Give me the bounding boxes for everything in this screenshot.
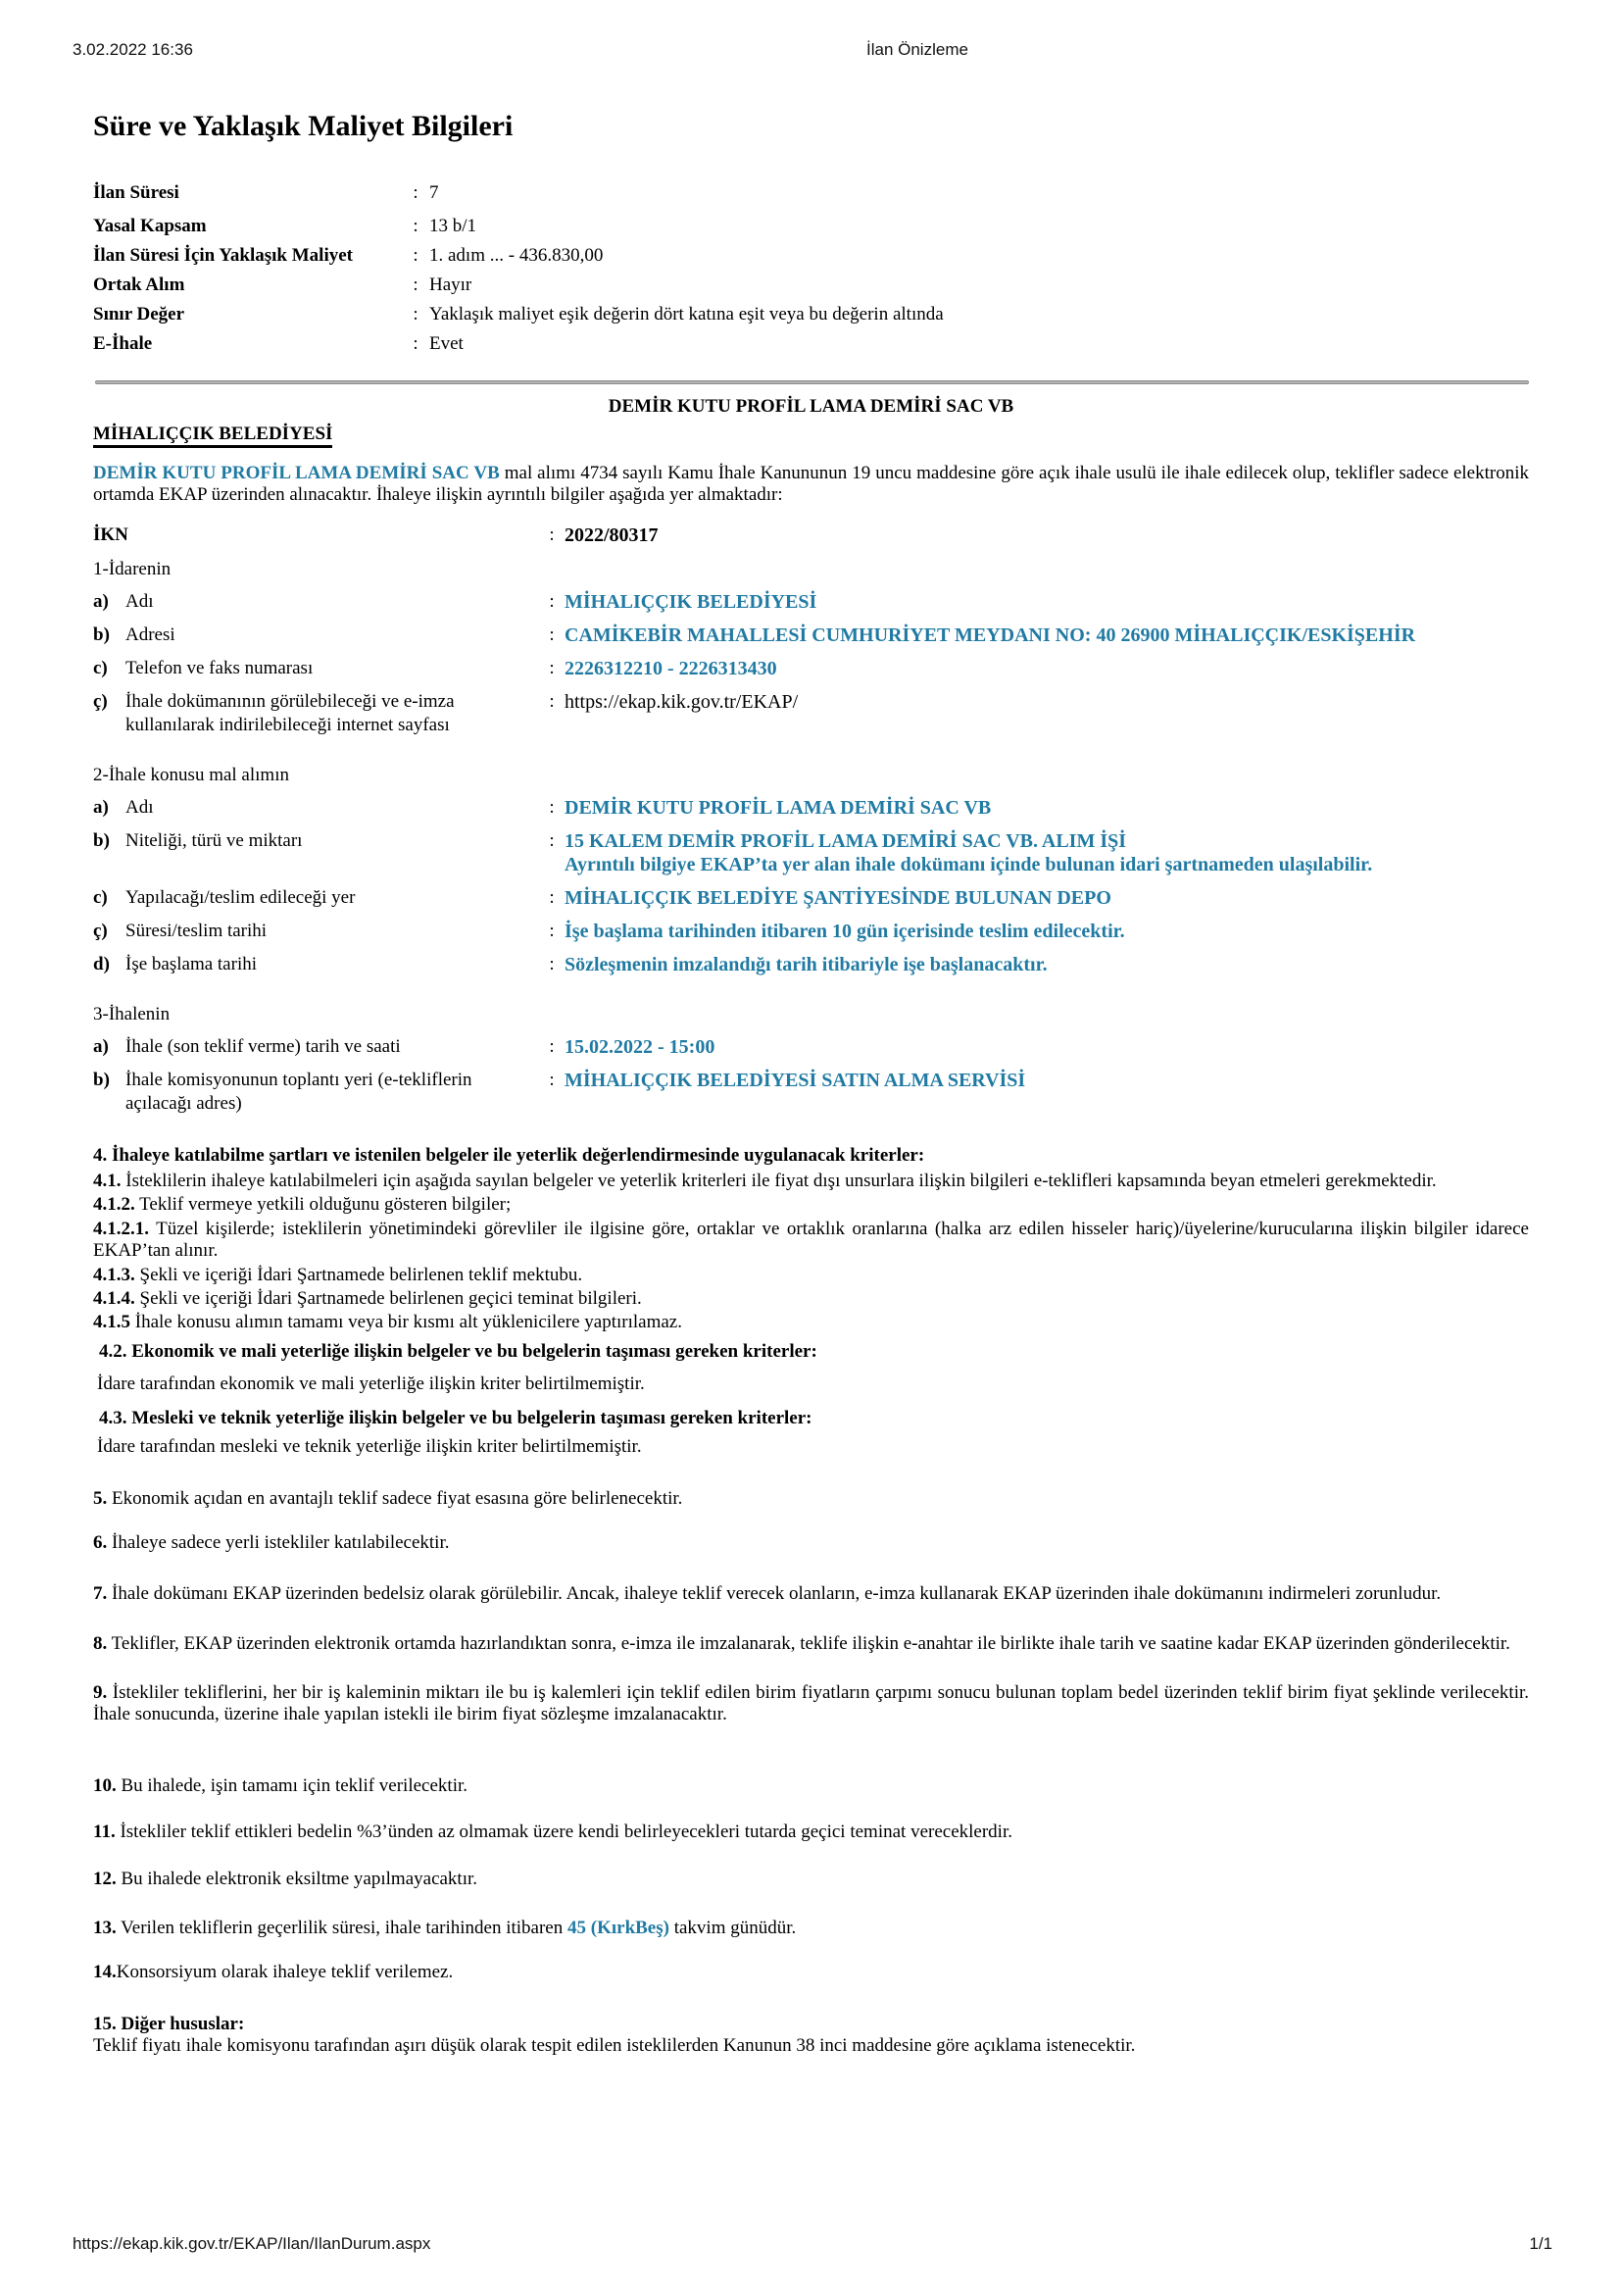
- colon-separator: :: [413, 216, 418, 236]
- article-text: Konsorsiyum olarak ihaleye teklif verilemez.: [116, 1962, 454, 1982]
- row-label: Yapılacağı/teslim edileceği yer: [125, 887, 356, 908]
- article-5: [93, 1488, 1529, 1510]
- section-heading-ihale: 3-İhalenin: [93, 1004, 171, 1024]
- colon-separator: :: [549, 921, 555, 941]
- row-value: İşe başlama tarihinden itibaren 10 gün içerisinde teslim edilecektir.: [565, 921, 1125, 942]
- article-text: Bu ihalede elektronik eksiltme yapılmayacaktır.: [116, 1869, 478, 1889]
- article-text: Teklifler, EKAP üzerinden elektronik ortamda hazırlandıktan sonra, e-imza ile imzalanarak, teklife ilişkin e-anahtar ile birlikte ihale tarih ve saatine kadar EKAP üzerinden gönderilecektir.: [107, 1633, 1510, 1654]
- detail-row-idare-adres: [93, 624, 1529, 647]
- article-text: Şekli ve içeriği İdari Şartnamede belirlenen geçici teminat bilgileri.: [134, 1288, 642, 1309]
- summary-row-ilan-suresi: [93, 178, 944, 212]
- summary-table: [93, 178, 944, 359]
- article-15: [93, 2014, 1529, 2035]
- notice-subject-title: DEMİR KUTU PROFİL LAMA DEMİRİ SAC VB: [608, 396, 1014, 417]
- row-value: Sözleşmenin imzalandığı tarih itibariyle işe başlanacaktır.: [565, 954, 1048, 975]
- summary-label: Ortak Alım: [93, 275, 185, 295]
- article-4-2: [93, 1341, 1529, 1363]
- section-heading-idare: 1-İdarenin: [93, 559, 172, 579]
- summary-value: Evet: [429, 333, 464, 354]
- article-text: Ekonomik açıdan en avantajlı teklif sadece fiyat esasına göre belirlenecektir.: [107, 1488, 683, 1509]
- article-number: 6.: [93, 1532, 108, 1553]
- intro-text: mal alımı 4734 sayılı Kamu İhale Kanununun 19 uncu maddesine göre açık ihale usulü ile ihale edilecek olup, teklifler sadece elektronik ortamda EKAP üzerinden alınacaktır. İhaleye ilişkin ayrıntılı bilgiler aşağıda yer almaktadır:: [93, 463, 1529, 505]
- article-number: 15.: [93, 2014, 117, 2034]
- row-key: b): [93, 830, 110, 851]
- article-text: İstekliler teklif ettikleri bedelin %3’ünden az olmamak üzere kendi belirleyecekleri tutarda geçici teminat vereceklerdir.: [115, 1822, 1012, 1842]
- detail-row-idare-internet: [93, 690, 1529, 737]
- row-key: a): [93, 1036, 109, 1057]
- article-text: Şekli ve içeriği İdari Şartnamede belirlenen teklif mektubu.: [134, 1265, 583, 1285]
- row-value-line2: Ayrıntılı bilgiye EKAP’ta yer alan ihale dokümanı içinde bulunan idari şartnameden ulaşılabilir.: [565, 854, 1373, 875]
- print-footer-page-indicator: 1/1: [1529, 2234, 1552, 2253]
- summary-value: 7: [429, 182, 439, 203]
- row-label: Süresi/teslim tarihi: [125, 921, 268, 941]
- summary-row-e-ihale: [93, 329, 944, 359]
- article-4: [93, 1145, 1529, 1167]
- summary-label: Sınır Değer: [93, 304, 185, 324]
- colon-separator: :: [549, 658, 555, 678]
- page-title: Süre ve Yaklaşık Maliyet Bilgileri: [93, 110, 514, 142]
- summary-value: Hayır: [429, 275, 472, 295]
- detail-row-konu-baslama: [93, 953, 1529, 976]
- row-key: a): [93, 797, 109, 818]
- article-number: 4.3.: [99, 1408, 127, 1428]
- article-number: 4.1.4.: [93, 1288, 135, 1309]
- article-13-duration-highlight: 45 (KırkBeş): [567, 1918, 669, 1938]
- print-header-doc-title: İlan Önizleme: [866, 40, 968, 59]
- article-4-2-note: İdare tarafından ekonomik ve mali yeterliğe ilişkin kriter belirtilmemiştir.: [97, 1373, 645, 1394]
- article-number: 8.: [93, 1633, 108, 1654]
- article-4-1-2: [93, 1194, 1529, 1216]
- row-value-line1: 15 KALEM DEMİR PROFİL LAMA DEMİRİ SAC VB. ALIM İŞİ: [565, 830, 1127, 852]
- articles: [93, 1145, 1529, 2057]
- notice-intro-paragraph: [93, 463, 1529, 506]
- print-header-datetime: 3.02.2022 16:36: [73, 40, 193, 59]
- row-value: 2226312210 - 2226313430: [565, 658, 777, 679]
- article-6: [93, 1532, 1529, 1554]
- detail-row-idare-telefon: [93, 657, 1529, 680]
- article-text: İsteklilerin ihaleye katılabilmeleri için aşağıda sayılan belgeler ve yeterlik kriterleri ile fiyat dışı unsurlara ilişkin bilgileri e-teklifleri kapsamında beyan etmeleri gerekmektedir.: [121, 1171, 1437, 1191]
- ikn-value: 2022/80317: [565, 524, 659, 546]
- row-label: Niteliği, türü ve miktarı: [125, 830, 303, 851]
- article-number: 4.1.2.: [93, 1194, 135, 1215]
- section-heading-konu: 2-İhale konusu mal alımın: [93, 765, 289, 785]
- colon-separator: :: [413, 182, 418, 203]
- section-divider: [95, 380, 1529, 384]
- detail-row-idare-adi: [93, 590, 1529, 614]
- colon-separator: :: [549, 1070, 555, 1090]
- row-key: b): [93, 624, 110, 645]
- article-number: 14.: [93, 1962, 117, 1982]
- print-footer-url: https://ekap.kik.gov.tr/EKAP/Ilan/IlanDurum.aspx: [73, 2234, 431, 2253]
- article-text: Bu ihalede, işin tamamı için teklif verilecektir.: [116, 1775, 468, 1796]
- article-text: Tüzel kişilerde; isteklilerin yönetimindeki görevliler ile ilgisine göre, ortaklar ve ortaklık oranlarına (halka arz edilen hisseler hariç)/üyelerine/kurucularına ilişkin bilgiler idarece EKAP’tan alınır.: [93, 1219, 1529, 1261]
- article-number: 11.: [93, 1822, 116, 1842]
- summary-value: Yaklaşık maliyet eşik değerin dört katına eşit veya bu değerin altında: [429, 304, 944, 324]
- colon-separator: :: [549, 887, 555, 908]
- article-number: 9.: [93, 1682, 108, 1703]
- summary-row-ortak-alim: [93, 271, 944, 300]
- colon-separator: :: [549, 591, 555, 612]
- row-key: ç): [93, 691, 108, 712]
- article-10: [93, 1775, 1529, 1797]
- row-value: DEMİR KUTU PROFİL LAMA DEMİRİ SAC VB: [565, 797, 992, 819]
- ikn-row: [93, 524, 1529, 547]
- summary-row-yaklasik-maliyet: [93, 241, 944, 271]
- article-number: 5.: [93, 1488, 108, 1509]
- colon-separator: :: [549, 691, 555, 712]
- article-11: [93, 1822, 1529, 1843]
- colon-separator: :: [549, 830, 555, 851]
- detail-row-konu-nitelik: [93, 829, 1529, 876]
- row-value: MİHALIÇÇIK BELEDİYESİ: [565, 591, 817, 613]
- colon-separator: :: [549, 797, 555, 818]
- detail-row-konu-yer: [93, 886, 1529, 910]
- row-label: Telefon ve faks numarası: [125, 658, 314, 678]
- article-4-1: [93, 1171, 1529, 1192]
- article-number: 4.1.3.: [93, 1265, 135, 1285]
- row-key: d): [93, 954, 110, 974]
- article-7: [93, 1583, 1529, 1605]
- detail-row-ihale-yer: [93, 1069, 1529, 1116]
- article-number: 4.2.: [99, 1341, 127, 1362]
- notice-authority: [93, 424, 1529, 445]
- row-label: İhale dokümanının görülebileceği ve e-imza kullanılarak indirilebileceği internet sayfası: [125, 691, 455, 735]
- document-body: [93, 0, 1529, 2057]
- article-number: 4.: [93, 1145, 108, 1166]
- row-value: https://ekap.kik.gov.tr/EKAP/: [565, 691, 799, 713]
- row-value: [565, 829, 1372, 876]
- row-value: 15.02.2022 - 15:00: [565, 1036, 715, 1058]
- article-text: İhale dokümanı EKAP üzerinden bedelsiz olarak görülebilir. Ancak, ihaleye teklif verecek olanların, e-imza kullanarak EKAP üzerinden ihale dokümanını indirmeleri zorunludur.: [107, 1583, 1442, 1604]
- row-key: c): [93, 887, 108, 908]
- ikn-label: İKN: [93, 524, 128, 545]
- article-number: 4.1.2.1.: [93, 1219, 149, 1239]
- summary-value: 1. adım ... - 436.830,00: [429, 245, 604, 266]
- summary-row-yasal-kapsam: [93, 212, 944, 241]
- summary-value: 13 b/1: [429, 216, 477, 236]
- article-4-1-5: [93, 1312, 1529, 1333]
- summary-label: İlan Süresi: [93, 182, 179, 203]
- summary-label: İlan Süresi İçin Yaklaşık Maliyet: [93, 245, 353, 266]
- colon-separator: :: [549, 624, 555, 645]
- row-label: İhale komisyonunun toplantı yeri (e-tekliflerin açılacağı adres): [125, 1070, 472, 1114]
- article-text: Mesleki ve teknik yeterliğe ilişkin belgeler ve bu belgelerin taşıması gereken kriterler:: [126, 1408, 812, 1428]
- article-text: Verilen tekliflerin geçerlilik süresi, ihale tarihinden itibaren: [116, 1918, 567, 1938]
- colon-separator: :: [549, 954, 555, 974]
- article-text: İstekliler tekliflerini, her bir iş kaleminin miktarı ile bu iş kalemleri için teklif edilen birim fiyatların çarpımı sonucu bulunan toplam bedel üzerinden teklif birim fiyat şeklinde verilecektir. İhale sonucunda, üzerine ihale yapılan istekli ile birim fiyat sözleşme imzalanacaktır.: [93, 1682, 1529, 1724]
- article-number: 7.: [93, 1583, 108, 1604]
- detail-row-konu-adi: [93, 796, 1529, 820]
- article-4-3-note: İdare tarafından mesleki ve teknik yeterliğe ilişkin kriter belirtilmemiştir.: [97, 1436, 642, 1457]
- detail-row-konu-sure: [93, 920, 1529, 943]
- article-9: [93, 1682, 1529, 1725]
- row-key: ç): [93, 921, 108, 941]
- row-key: b): [93, 1070, 110, 1090]
- colon-separator: :: [413, 304, 418, 324]
- row-value: MİHALIÇÇIK BELEDİYE ŞANTİYESİNDE BULUNAN DEPO: [565, 887, 1111, 909]
- article-number: 4.1.: [93, 1171, 122, 1191]
- detail-row-ihale-tarih: [93, 1035, 1529, 1059]
- article-number: 4.1.5: [93, 1312, 130, 1332]
- row-key: c): [93, 658, 108, 678]
- colon-separator: :: [549, 524, 555, 545]
- summary-label: Yasal Kapsam: [93, 216, 207, 236]
- article-number: 10.: [93, 1775, 117, 1796]
- row-key: a): [93, 591, 109, 612]
- row-value: MİHALIÇÇIK BELEDİYESİ SATIN ALMA SERVİSİ: [565, 1070, 1026, 1091]
- colon-separator: :: [413, 245, 418, 266]
- article-text: Diğer hususlar:: [116, 2014, 245, 2034]
- colon-separator: :: [413, 275, 418, 295]
- article-number: 12.: [93, 1869, 117, 1889]
- article-text: İhale konusu alımın tamamı veya bir kısmı alt yüklenicilere yaptırılamaz.: [130, 1312, 682, 1332]
- notice-authority-name: MİHALIÇÇIK BELEDİYESİ: [93, 424, 332, 448]
- article-text: Ekonomik ve mali yeterliğe ilişkin belgeler ve bu belgelerin taşıması gereken kriterler:: [126, 1341, 817, 1362]
- row-value: CAMİKEBİR MAHALLESİ CUMHURİYET MEYDANI NO: 40 26900 MİHALIÇÇIK/ESKİŞEHİR: [565, 624, 1416, 646]
- article-4-1-3: [93, 1265, 1529, 1286]
- colon-separator: :: [413, 333, 418, 354]
- summary-row-sinir-deger: [93, 300, 944, 329]
- article-12: [93, 1869, 1529, 1890]
- article-text: Teklif vermeye yetkili olduğunu gösteren bilgiler;: [134, 1194, 512, 1215]
- colon-separator: :: [549, 1036, 555, 1057]
- row-label: İhale (son teklif verme) tarih ve saati: [125, 1036, 401, 1057]
- summary-label: E-İhale: [93, 333, 153, 354]
- row-label: Adı: [125, 797, 154, 818]
- article-8: [93, 1633, 1529, 1655]
- article-number: 13.: [93, 1918, 117, 1938]
- article-4-1-2-1: [93, 1219, 1529, 1262]
- article-14: [93, 1962, 1529, 1983]
- intro-subject-highlight: DEMİR KUTU PROFİL LAMA DEMİRİ SAC VB: [93, 463, 500, 483]
- row-label: Adresi: [125, 624, 175, 645]
- article-4-1-4: [93, 1288, 1529, 1310]
- article-text: İhaleye sadece yerli istekliler katılabilecektir.: [107, 1532, 450, 1553]
- row-label: İşe başlama tarihi: [125, 954, 258, 974]
- article-text: takvim günüdür.: [668, 1918, 797, 1938]
- article-text: İhaleye katılabilme şartları ve istenilen belgeler ile yeterlik değerlendirmesinde uygulanacak kriterler:: [107, 1145, 925, 1166]
- row-label: Adı: [125, 591, 154, 612]
- article-15-note: Teklif fiyatı ihale komisyonu tarafından aşırı düşük olarak tespit edilen isteklilerden Kanunun 38 inci maddesine göre açıklama istenecektir.: [93, 2035, 1136, 2056]
- article-4-3: [93, 1408, 1529, 1429]
- notice-details: [93, 524, 1529, 1116]
- article-13: [93, 1918, 1529, 1939]
